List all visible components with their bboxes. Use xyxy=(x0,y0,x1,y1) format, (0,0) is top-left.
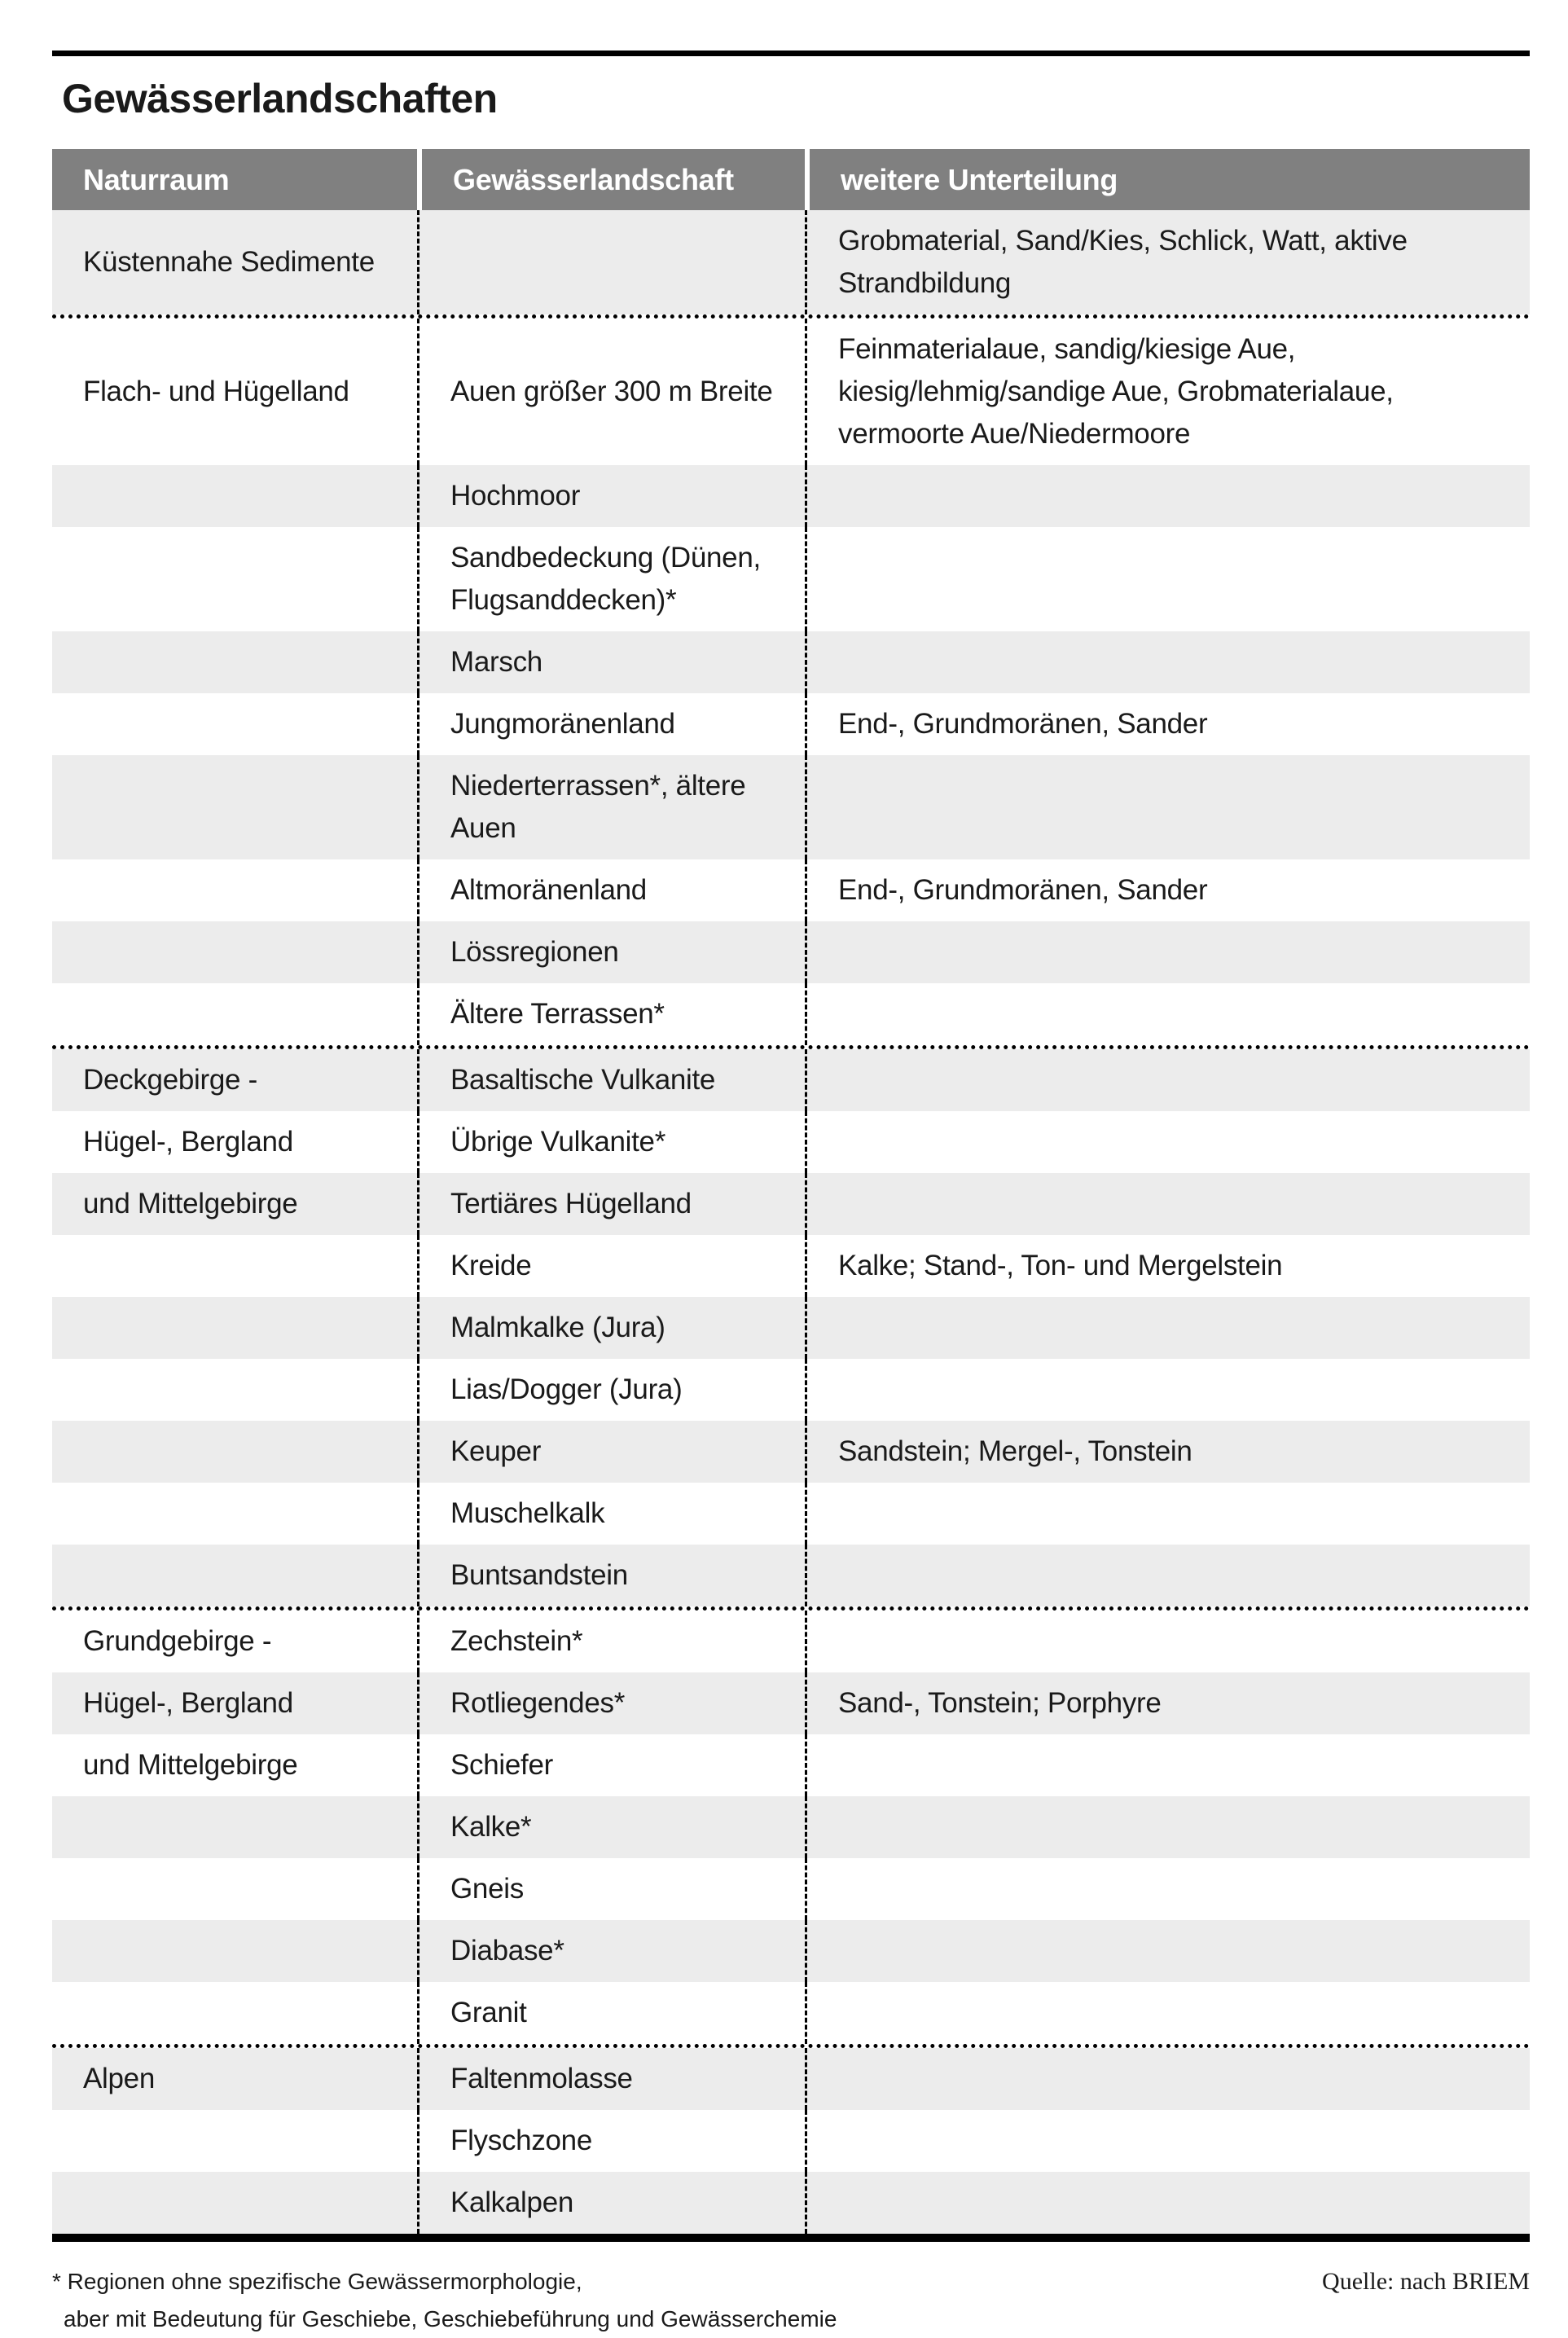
cell-weitere-unterteilung: Sand-, Tonstein; Porphyre xyxy=(805,1672,1530,1734)
cell-naturraum xyxy=(52,755,417,859)
cell-naturraum xyxy=(52,921,417,983)
cell-gewaesserlandschaft xyxy=(417,210,805,314)
cell-weitere-unterteilung xyxy=(805,527,1530,631)
cell-gewaesserlandschaft: Hochmoor xyxy=(417,465,805,527)
table-row xyxy=(52,983,1530,1045)
table-row xyxy=(52,527,1530,631)
cell-naturraum xyxy=(52,1483,417,1545)
cell-naturraum xyxy=(52,1235,417,1297)
cell-gewaesserlandschaft: Altmoränenland xyxy=(417,859,805,921)
table-row xyxy=(52,1111,1530,1173)
cell-gewaesserlandschaft: Auen größer 300 m Breite xyxy=(417,319,805,465)
footnote-line-1: * Regionen ohne spezifische Gewässermorphologie, xyxy=(52,2269,582,2294)
table-row xyxy=(52,1734,1530,1796)
page-title: Gewässerlandschaften xyxy=(62,76,498,121)
cell-naturraum xyxy=(52,1796,417,1858)
cell-naturraum xyxy=(52,2172,417,2234)
table-row xyxy=(52,1545,1530,1606)
cell-naturraum: und Mittelgebirge xyxy=(83,1749,298,1781)
cell-naturraum: Grundgebirge - xyxy=(83,1625,272,1657)
cell-weitere-unterteilung xyxy=(805,1734,1530,1796)
cell-weitere-unterteilung xyxy=(805,1483,1530,1545)
table-row xyxy=(52,2044,1530,2110)
cell-weitere-unterteilung xyxy=(805,1796,1530,1858)
table-row xyxy=(52,1858,1530,1920)
footnote xyxy=(52,2263,837,2338)
cell-naturraum: Alpen xyxy=(52,2048,417,2110)
table-row xyxy=(52,693,1530,755)
cell-weitere-unterteilung xyxy=(805,755,1530,859)
table-row xyxy=(52,755,1530,859)
column-header-gewaesserlandschaft: Gewässerlandschaft xyxy=(417,149,805,210)
table-row xyxy=(52,1297,1530,1359)
cell-gewaesserlandschaft: Muschelkalk xyxy=(417,1483,805,1545)
cell-weitere-unterteilung: Feinmaterialaue, sandig/kiesige Aue, kiesig/lehmig/sandige Aue, Grobmaterialaue, vermoorte Aue/Niedermoore xyxy=(805,319,1530,465)
cell-weitere-unterteilung: End-, Grundmoränen, Sander xyxy=(805,693,1530,755)
cell-gewaesserlandschaft: Niederterrassen*, ältere Auen xyxy=(417,755,805,859)
table-row xyxy=(52,921,1530,983)
table-row xyxy=(52,2172,1530,2234)
cell-gewaesserlandschaft: Flyschzone xyxy=(417,2110,805,2172)
table-row xyxy=(52,1359,1530,1421)
cell-naturraum xyxy=(52,2110,417,2172)
cell-weitere-unterteilung xyxy=(805,2110,1530,2172)
cell-weitere-unterteilung xyxy=(805,1858,1530,1920)
table-footer xyxy=(52,2263,1530,2338)
cell-gewaesserlandschaft: Gneis xyxy=(417,1858,805,1920)
cell-weitere-unterteilung xyxy=(805,983,1530,1045)
cell-naturraum xyxy=(52,1982,417,2044)
cell-gewaesserlandschaft: Malmkalke (Jura) xyxy=(417,1297,805,1359)
cell-naturraum xyxy=(52,693,417,755)
table-row xyxy=(52,1421,1530,1483)
cell-gewaesserlandschaft: Tertiäres Hügelland xyxy=(417,1173,805,1235)
cell-weitere-unterteilung xyxy=(805,2172,1530,2234)
cell-gewaesserlandschaft: Ältere Terrassen* xyxy=(417,983,805,1045)
cell-weitere-unterteilung xyxy=(805,1173,1530,1235)
table-row xyxy=(52,1045,1530,1111)
table-row xyxy=(52,1982,1530,2044)
cell-naturraum: Flach- und Hügelland xyxy=(83,376,349,407)
column-header-weitere-unterteilung: weitere Unterteilung xyxy=(805,149,1530,210)
table-row xyxy=(52,1235,1530,1297)
cell-naturraum: und Mittelgebirge xyxy=(52,1173,417,1235)
table-row xyxy=(52,210,1530,314)
cell-weitere-unterteilung xyxy=(805,921,1530,983)
cell-naturraum xyxy=(52,1858,417,1920)
cell-naturraum: Küstennahe Sedimente xyxy=(52,210,417,314)
cell-weitere-unterteilung xyxy=(805,1545,1530,1606)
cell-gewaesserlandschaft: Rotliegendes* xyxy=(417,1672,805,1734)
cell-gewaesserlandschaft: Buntsandstein xyxy=(417,1545,805,1606)
table-row xyxy=(52,631,1530,693)
cell-weitere-unterteilung xyxy=(805,1297,1530,1359)
cell-gewaesserlandschaft: Zechstein* xyxy=(417,1611,805,1672)
column-header-naturraum: Naturraum xyxy=(52,149,417,210)
table-row xyxy=(52,1483,1530,1545)
source-note: Quelle: nach BRIEM xyxy=(1322,2268,1530,2295)
cell-naturraum xyxy=(52,1359,417,1421)
cell-weitere-unterteilung: Sandstein; Mergel-, Tonstein xyxy=(805,1421,1530,1483)
cell-gewaesserlandschaft: Basaltische Vulkanite xyxy=(417,1049,805,1111)
cell-naturraum: Hügel-, Bergland xyxy=(52,1672,417,1734)
cell-naturraum xyxy=(52,859,417,921)
cell-weitere-unterteilung xyxy=(805,1359,1530,1421)
cell-naturraum xyxy=(52,527,417,631)
cell-naturraum xyxy=(52,1545,417,1606)
cell-weitere-unterteilung xyxy=(805,1920,1530,1982)
table-row xyxy=(52,314,1530,465)
cell-weitere-unterteilung: Grobmaterial, Sand/Kies, Schlick, Watt, aktive Strandbildung xyxy=(805,210,1530,314)
cell-weitere-unterteilung xyxy=(805,465,1530,527)
cell-gewaesserlandschaft: Kreide xyxy=(417,1235,805,1297)
cell-naturraum: Deckgebirge - xyxy=(52,1049,417,1111)
cell-weitere-unterteilung xyxy=(805,1982,1530,2044)
cell-gewaesserlandschaft: Sandbedeckung (Dünen, Flugsanddecken)* xyxy=(417,527,805,631)
table-row xyxy=(52,465,1530,527)
table-row xyxy=(52,1173,1530,1235)
cell-weitere-unterteilung xyxy=(805,2048,1530,2110)
table-row xyxy=(52,1672,1530,1734)
cell-gewaesserlandschaft: Lössregionen xyxy=(417,921,805,983)
cell-gewaesserlandschaft: Kalke* xyxy=(417,1796,805,1858)
cell-gewaesserlandschaft: Granit xyxy=(417,1982,805,2044)
table-row xyxy=(52,1920,1530,1982)
footnote-line-2: aber mit Bedeutung für Geschiebe, Geschiebeführung und Gewässerchemie xyxy=(64,2306,837,2331)
cell-naturraum xyxy=(52,1920,417,1982)
table-row xyxy=(52,2110,1530,2172)
cell-gewaesserlandschaft: Jungmoränenland xyxy=(417,693,805,755)
table-body xyxy=(52,210,1530,2234)
gewaesserlandschaften-table xyxy=(52,149,1530,2242)
cell-weitere-unterteilung xyxy=(805,631,1530,693)
cell-weitere-unterteilung xyxy=(805,1049,1530,1111)
table-row xyxy=(52,1606,1530,1672)
table-row xyxy=(52,859,1530,921)
cell-weitere-unterteilung: End-, Grundmoränen, Sander xyxy=(805,859,1530,921)
cell-gewaesserlandschaft: Marsch xyxy=(417,631,805,693)
cell-naturraum xyxy=(52,631,417,693)
cell-weitere-unterteilung xyxy=(805,1611,1530,1672)
top-rule xyxy=(52,51,1530,56)
cell-gewaesserlandschaft: Kalkalpen xyxy=(417,2172,805,2234)
cell-gewaesserlandschaft: Keuper xyxy=(417,1421,805,1483)
cell-naturraum: Hügel-, Bergland xyxy=(83,1126,293,1158)
cell-naturraum xyxy=(52,1297,417,1359)
cell-gewaesserlandschaft: Übrige Vulkanite* xyxy=(417,1111,805,1173)
cell-naturraum xyxy=(52,983,417,1045)
cell-weitere-unterteilung: Kalke; Stand-, Ton- und Mergelstein xyxy=(805,1235,1530,1297)
cell-gewaesserlandschaft: Faltenmolasse xyxy=(417,2048,805,2110)
table-row xyxy=(52,1796,1530,1858)
cell-naturraum xyxy=(52,465,417,527)
page xyxy=(52,0,1530,2338)
cell-gewaesserlandschaft: Schiefer xyxy=(417,1734,805,1796)
table-header-row xyxy=(52,149,1530,210)
cell-weitere-unterteilung xyxy=(805,1111,1530,1173)
cell-gewaesserlandschaft: Lias/Dogger (Jura) xyxy=(417,1359,805,1421)
cell-naturraum xyxy=(52,1421,417,1483)
cell-gewaesserlandschaft: Diabase* xyxy=(417,1920,805,1982)
